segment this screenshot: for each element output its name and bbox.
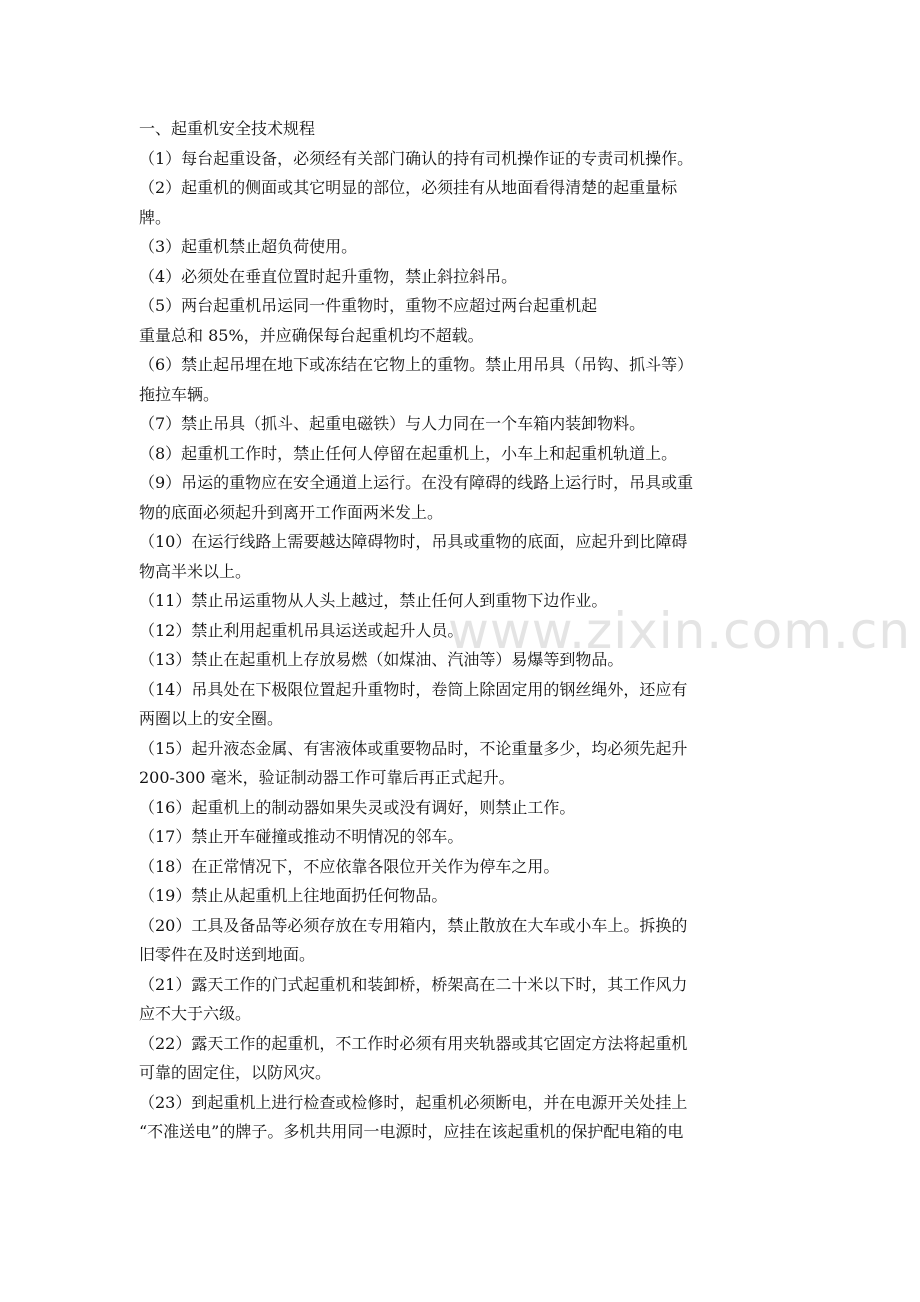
text-line: （13）禁止在起重机上存放易燃（如煤油、汽油等）易爆等到物品。 <box>139 650 624 669</box>
text-line: （1）每台起重设备，必须经有关部门确认的持有司机操作证的专责司机操作。 <box>139 148 694 168</box>
text-line: （6）禁止起吊埋在地下或冻结在它物上的重物。禁止用吊具（吊钩、抓斗等） <box>139 355 694 374</box>
text-line: （11）禁止吊运重物从人头上越过，禁止任何人到重物下边作业。 <box>139 591 608 610</box>
text-line: 物高半米以上。 <box>139 561 252 581</box>
text-line: （2）起重机的侧面或其它明显的部位，必须挂有从地面看得清楚的起重量标 <box>139 178 678 197</box>
text-line: 两圈以上的安全圈。 <box>139 709 284 728</box>
text-line: （22）露天工作的起重机，不工作时必须有用夹轨器或其它固定方法将起重机 <box>139 1033 688 1053</box>
text-line: （10）在运行线路上需要越达障碍物时，吊具或重物的底面，应起升到比障碍 <box>139 532 688 551</box>
text-line: （7）禁止吊具（抓斗、起重电磁铁）与人力同在一个车箱内装卸物料。 <box>139 414 646 433</box>
text-line: （8）起重机工作时，禁止任何人停留在起重机上，小车上和起重机轨道上。 <box>139 443 678 463</box>
watermark: www.zixin.com.cn <box>448 602 912 660</box>
text-line: （17）禁止开车碰撞或推动不明情况的邻车。 <box>139 827 464 846</box>
text-line: 拖拉车辆。 <box>139 384 220 404</box>
text-line: （18）在正常情况下，不应依靠各限位开关作为停车之用。 <box>139 856 560 876</box>
text-line: “不准送电”的牌子。多机共用同一电源时，应挂在该起重机的保护配电箱的电 <box>139 1122 684 1141</box>
text-line: （21）露天工作的门式起重机和装卸桥，桥架高在二十米以下时，其工作风力 <box>139 974 688 994</box>
text-line: 200-300 毫米，验证制动器工作可靠后再正式起升。 <box>139 768 515 787</box>
text-line: （14）吊具处在下极限位置起升重物时，卷筒上除固定用的钢丝绳外，还应有 <box>139 679 688 699</box>
text-line: （19）禁止从起重机上往地面扔任何物品。 <box>139 886 448 905</box>
text-line: 物的底面必须起升到离开工作面两米发上。 <box>139 502 444 522</box>
text-line: （5）两台起重机吊运同一件重物时，重物不应超过两台起重机起 <box>139 296 598 315</box>
text-line: （20）工具及备品等必须存放在专用箱内，禁止散放在大车或小车上。拆换的 <box>139 915 688 935</box>
text-line: （23）到起重机上进行检查或检修时，起重机必须断电，并在电源开关处挂上 <box>139 1092 688 1112</box>
text-line: （16）起重机上的制动器如果失灵或没有调好，则禁止工作。 <box>139 797 576 817</box>
text-line: 旧零件在及时送到地面。 <box>139 945 316 964</box>
text-line: （3）起重机禁止超负荷使用。 <box>139 237 358 256</box>
text-line: （9）吊运的重物应在安全通道上运行。在没有障碍的线路上运行时，吊具或重 <box>139 473 694 492</box>
text-line: （12）禁止利用起重机吊具运送或起升人员。 <box>139 620 464 640</box>
text-line: 牌。 <box>139 207 172 227</box>
text-line: （4）必须处在垂直位置时起升重物，禁止斜拉斜吊。 <box>139 266 518 286</box>
text-line: （15）起升液态金属、有害液体或重要物品时，不论重量多少，均必须先起升 <box>139 738 688 758</box>
document-body <box>139 114 789 1147</box>
text-line: 应不大于六级。 <box>139 1004 252 1023</box>
text-line: 可靠的固定住，以防风灾。 <box>139 1063 332 1082</box>
text-line: 重量总和 85%，并应确保每台起重机均不超载。 <box>139 325 484 345</box>
section-heading: 一、起重机安全技术规程 <box>139 119 316 138</box>
